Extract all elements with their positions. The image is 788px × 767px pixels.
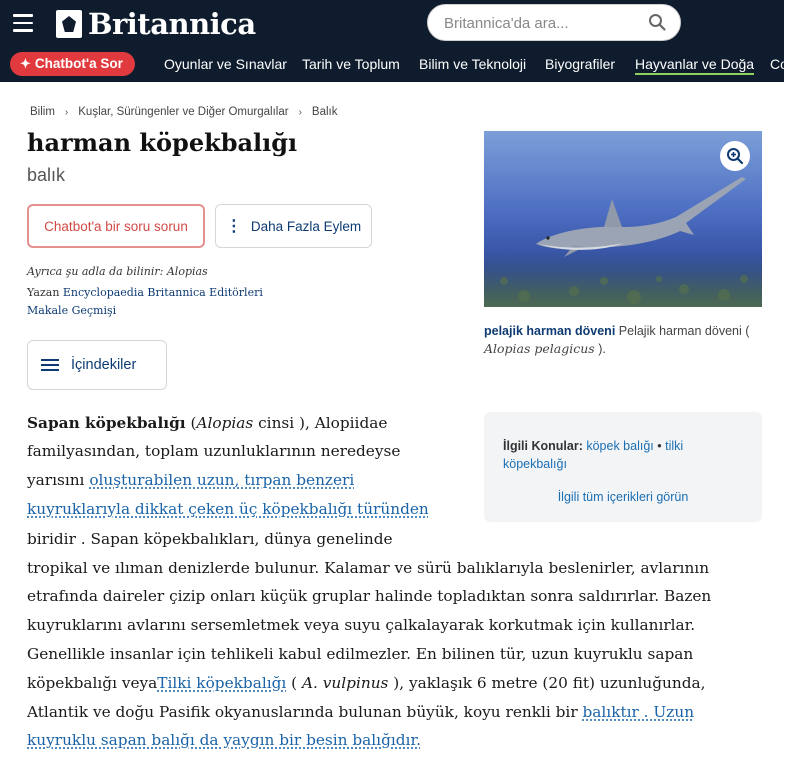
related-topic-shark[interactable]: köpek balığı xyxy=(586,439,654,453)
main-nav xyxy=(0,52,788,78)
body-line-6: tropikal ve ılıman denizlerde bulunur. Kalamar ve sürü balıklarıyla beslenirler, avlarının xyxy=(27,559,710,577)
body-text-span: köpekbalığı veya xyxy=(27,674,158,692)
body-line-1 xyxy=(27,414,387,432)
related-label: İlgili Konular: xyxy=(503,439,583,453)
chatbot-label: Chatbot'a Sor xyxy=(34,56,123,71)
page-subtitle: balık xyxy=(27,165,66,185)
body-line-5: biridir . Sapan köpekbalıkları, dünya genelinde xyxy=(27,530,393,548)
body-link-fish[interactable]: balıktır . Uzun xyxy=(582,703,695,721)
author-link[interactable]: Encyclopaedia Britannica Editörleri xyxy=(62,286,263,299)
more-actions-label: Daha Fazla Eylem xyxy=(250,218,362,234)
body-line-4 xyxy=(27,500,429,518)
breadcrumb-vertebrates[interactable]: Kuşlar, Sürüngenler ve Diğer Omurgalılar xyxy=(78,106,289,118)
history-line xyxy=(27,304,116,317)
body-line-11 xyxy=(27,703,694,721)
body-text-span: yarısını xyxy=(27,471,90,489)
page-title: harman köpekbalığı xyxy=(27,128,298,157)
more-vertical-icon: ⋮ xyxy=(225,218,241,235)
ask-chatbot-button[interactable]: Chatbot'a bir soru sorun xyxy=(27,204,205,248)
body-text-span: ), yaklaşık 6 metre (20 fit) uzunluğunda, xyxy=(388,674,706,692)
breadcrumb-fish[interactable]: Balık xyxy=(311,106,338,118)
chatbot-button[interactable] xyxy=(10,52,135,76)
author-line xyxy=(27,286,263,299)
article-history-link[interactable]: Makale Geçmişi xyxy=(27,304,117,317)
nav-science-tech[interactable]: Bilim ve Teknoloji xyxy=(419,56,527,72)
zoom-in-icon xyxy=(726,147,744,165)
caption-text: Pelajik harman döveni ( xyxy=(618,324,750,338)
caption-title[interactable]: pelajik harman döveni xyxy=(484,324,616,338)
body-link-sickle-tails[interactable]: oluşturabilen uzun, tırpan benzeri xyxy=(89,471,355,489)
chevron-right-icon: › xyxy=(64,106,69,118)
menu-icon[interactable] xyxy=(13,14,33,32)
britannica-logo[interactable] xyxy=(56,8,256,40)
related-topics-box xyxy=(484,412,762,522)
body-link-fox-shark[interactable]: Tilki köpekbalığı xyxy=(157,674,287,692)
image-caption xyxy=(484,323,762,358)
body-genus: Alopias xyxy=(196,414,254,432)
body-line-9: Genellikle insanlar için tehlikeli kabul edilmezler. En bilinen tür, uzun kuyruklu sapan xyxy=(27,645,694,663)
more-actions-button[interactable] xyxy=(215,204,372,248)
nav-games-quizzes[interactable]: Oyunlar ve Sınavlar xyxy=(164,56,287,72)
caption-species: Alopias pelagicus xyxy=(484,341,595,356)
toc-label: İçindekiler xyxy=(71,357,137,373)
search-input[interactable] xyxy=(444,13,644,33)
body-link-food-fish[interactable]: kuyruklu sapan balığı da yaygın bir besin balığıdır. xyxy=(27,731,421,749)
sparkle-icon: ✦ xyxy=(20,56,31,71)
nav-biographies[interactable]: Biyografiler xyxy=(545,56,616,72)
related-topics xyxy=(503,437,743,473)
site-header xyxy=(0,0,788,82)
body-line-12 xyxy=(27,731,421,749)
thistle-logo-icon xyxy=(56,10,82,38)
nav-history-society[interactable]: Tarih ve Toplum xyxy=(302,56,400,72)
body-text-span: ( xyxy=(185,414,197,432)
nav-animals-nature[interactable]: Hayvanlar ve Doğa xyxy=(635,56,754,75)
related-bullet: • xyxy=(657,439,662,453)
body-link-three-species[interactable]: kuyruklarıyla dikkat çeken üç köpekbalığı türünden xyxy=(27,500,429,518)
body-species: A. vulpinus xyxy=(302,674,389,692)
body-term: Sapan köpekbalığı xyxy=(27,414,186,432)
body-line-3 xyxy=(27,471,354,489)
related-topic-fox-shark[interactable]: tilki köpekbalığı xyxy=(503,439,684,471)
body-line-10 xyxy=(27,674,706,692)
breadcrumb xyxy=(30,106,337,118)
table-of-contents-button[interactable] xyxy=(27,340,167,390)
list-icon xyxy=(41,358,59,372)
chevron-right-icon: › xyxy=(298,106,302,118)
breadcrumb-science[interactable]: Bilim xyxy=(30,106,55,118)
body-text-span: cinsi ), Alopiidae xyxy=(253,414,388,432)
search-box[interactable] xyxy=(427,4,681,41)
body-line-7: etrafında daireler çizip onları küçük gruplar halinde topladıktan sonra saldırırlar. Bazen xyxy=(27,587,712,605)
author-prefix: Yazan xyxy=(27,286,60,299)
logo-text: Britannica xyxy=(88,7,256,41)
zoom-image-button[interactable] xyxy=(720,141,750,171)
body-text-span: Atlantik ve doğu Pasifik okyanuslarında bulunan büyük, koyu renkli bir xyxy=(27,703,583,721)
search-icon[interactable] xyxy=(648,13,666,31)
also-known-as: Ayrıca şu adla da bilinir: Alopias xyxy=(27,265,208,278)
body-line-2: familyasından, toplam uzunluklarının neredeyse xyxy=(27,442,401,460)
caption-end: ). xyxy=(598,342,606,356)
body-text-span: ( xyxy=(286,674,302,692)
see-all-related-link[interactable]: İlgili tüm içerikleri görün xyxy=(557,490,689,504)
body-line-8: kuyruklarını avlarını sersemletmek veya suyu çalkalayarak korkutmak için kullanırlar. xyxy=(27,616,696,634)
nav-more-truncated[interactable]: Co xyxy=(770,56,788,72)
